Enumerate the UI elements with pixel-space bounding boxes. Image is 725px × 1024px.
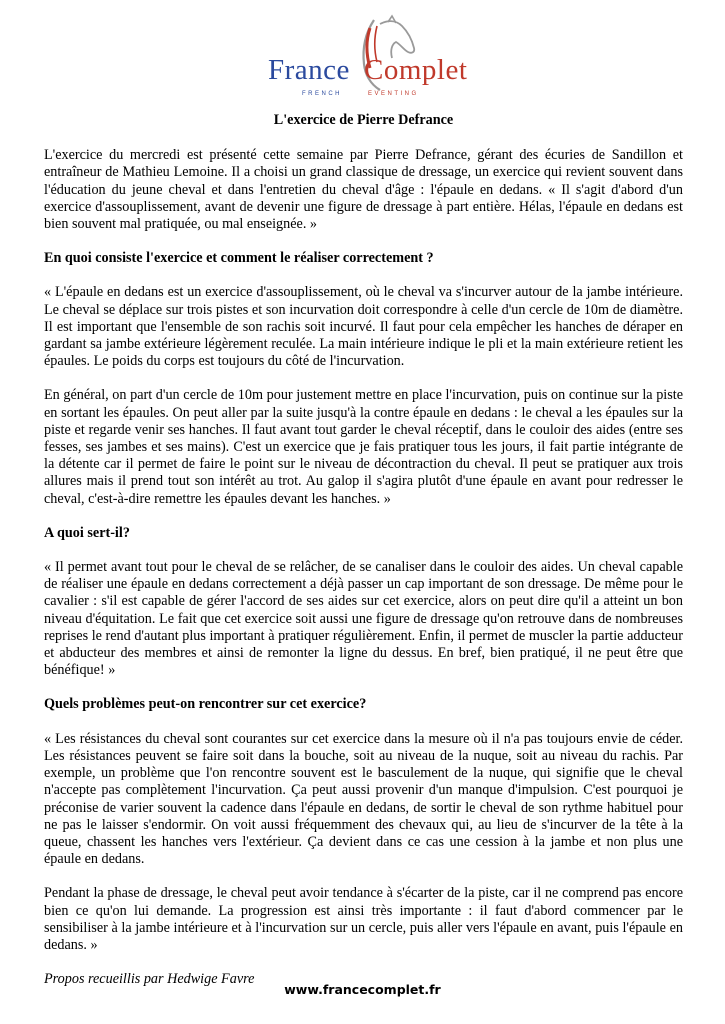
section-purpose-paragraph: « Il permet avant tout pour le cheval de se relâcher, de se canaliser dans le couloir des aides. Un cheval capable de réaliser une épaule en dedans correctement a déjà passer un cap important de son dressage. De même pour le cavalier : s'il est capable de gérer l'accord de ses aides sur cet exercice, alors on peut dire qu'il a atteint un bon niveau d'équitation. Le fait que cet exercice soit aussi une figure de dressage qu'on retrouve dans de nombreuses reprises le rend d'autant plus important à pratiquer régulièrement. Enfin, il permet de muscler la partie adducteur et abducteur des membres et ainsi de remonter la ligne du dessus. En bref, bien pratiqué, il ne peut être que bénéfique! » bbox=[44, 559, 683, 679]
logo-word-france: France bbox=[268, 54, 350, 86]
section-how-paragraph-2: En général, on part d'un cercle de 10m pour justement mettre en place l'incurvation, puis on continue sur la piste en sortant les épaules. On peut aller par la suite jusqu'à la contre épaule en dedans : le cheval a les épaules sur la piste et regarde venir ses hanches. Il faut avant tout garder le cheval réceptif, dans le couloir des aides (entre ses fesses, ses jambes et ses mains). C'est un exercice que je fais pratiquer tous les jours, il fait partie intégrante de la détente car il permet de faire le point sur le niveau de décontraction du cheval. Il peut se pratiquer aux trois allures mais il prend tout son intérêt au trot. Au galop il s'agira plutôt d'une épaule en avant pour redresser le cheval, c'est-à-dire remettre les épaules devant les hanches. » bbox=[44, 387, 683, 507]
section-problems-paragraph-1: « Les résistances du cheval sont courantes sur cet exercice dans la mesure où il n'a pas toujours envie de céder. Les résistances peuvent se faire soit dans la bouche, soit au niveau de la nuque, soit au niveau du rachis. Par exemple, un problème que l'on rencontre souvent est le basculement de la nuque, qui signifie que le cheval n'accepte pas complètement l'incurvation. Ça peut aussi provenir d'un manque d'impulsion. C'est pourquoi je préconise de varier souvent la cadence dans l'épaule en dedans, de sortir le cheval de son rythme habituel pour ne pas le laisser s'endormir. On voit aussi fréquemment des chevaux qui, au lieu de s'incurver de la tête à la queue, chassent les hanches vers l'extérieur. Ça devient dans ce cas une cession à la jambe et non plus une épaule en dedans. bbox=[44, 730, 683, 868]
section-heading-problems: Quels problèmes peut-on rencontrer sur cet exercice? bbox=[44, 696, 367, 713]
section-heading-how: En quoi consiste l'exercice et comment le réaliser correctement ? bbox=[44, 250, 434, 267]
article-body bbox=[44, 112, 683, 988]
section-problems-paragraph-2: Pendant la phase de dressage, le cheval peut avoir tendance à s'écarter de la piste, car il ne comprend pas encore bien ce qu'on lui demande. La progression est ainsi très importante : il faut d'abord commencer par le sensibiliser à la jambe intérieure et à l'incurvation sur un cercle, puis aller vers l'épaule en avant, puis l'épaule en dedans. » bbox=[44, 885, 683, 953]
logo-word-complet: Complet bbox=[364, 54, 468, 86]
logo-tagline-eventing: EVENTING bbox=[368, 91, 419, 97]
footer-website-link[interactable]: www.francecomplet.fr bbox=[284, 982, 441, 997]
logo-tagline-french: FRENCH bbox=[302, 91, 342, 97]
interview-credit: Propos recueillis par Hedwige Favre bbox=[44, 971, 255, 988]
section-heading-purpose: A quoi sert-il? bbox=[44, 524, 130, 541]
article-title: L'exercice de Pierre Defrance bbox=[273, 112, 454, 128]
france-complet-logo bbox=[262, 14, 468, 106]
intro-paragraph: L'exercice du mercredi est présenté cette semaine par Pierre Defrance, gérant des écuries de Sandillon et entraîneur de Mathieu Lemoine. Il a choisi un grand classique de dressage, un exercice qui revient souvent dans l'éducation du jeune cheval et dans l'entretien du cheval d'âge : l'épaule en dedans. « Il s'agit d'abord d'un exercice d'assouplissement, avant de devenir une figure de dressage à part entière. Hélas, l'épaule en dedans est bien souvent mal pratiquée, ou mal enseignée. » bbox=[44, 147, 683, 233]
section-how-paragraph-1: « L'épaule en dedans est un exercice d'assouplissement, où le cheval va s'incurver autour de la jambe intérieure. Le cheval se déplace sur trois pistes et son incurvation doit correspondre à celle d'un cercle de 10m de diamètre. Il est important que l'ensemble de son rachis soit incurvé. Il faut pour cela empêcher les hanches de déraper en gardant sa jambe extérieure légèrement reculée. La main intérieure indique le pli et la main extérieure retient les épaules. Le poids du corps est toujours du côté de l'incurvation. bbox=[44, 284, 683, 370]
